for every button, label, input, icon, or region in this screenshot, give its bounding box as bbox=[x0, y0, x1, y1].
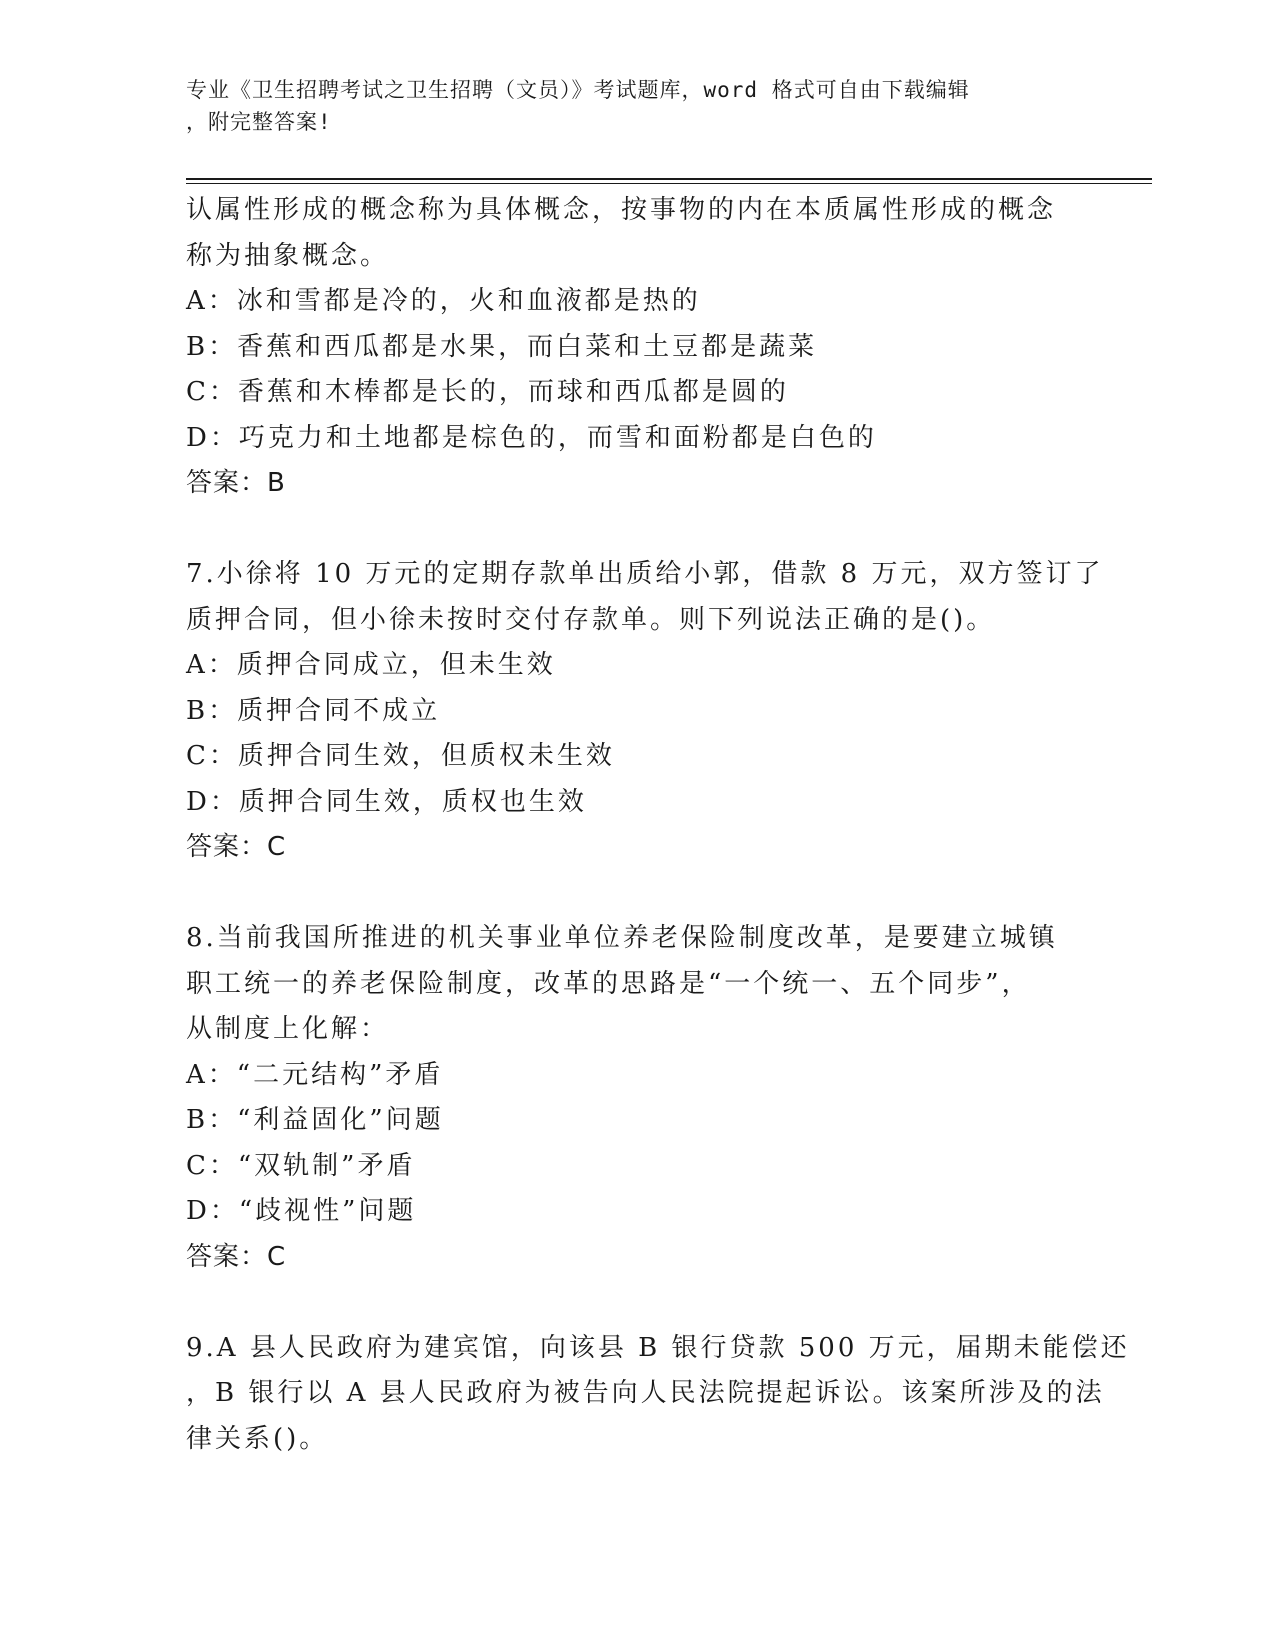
header-rule-thick bbox=[186, 178, 1152, 180]
question-text-line: ，B 银行以 A 县人民政府为被告向人民法院提起诉讼。该案所涉及的法 bbox=[186, 1378, 1105, 1408]
option-b: B：香蕉和西瓜都是水果，而白菜和土豆都是蔬菜 bbox=[186, 331, 818, 362]
answer-line: 答案：B bbox=[186, 468, 286, 498]
question-text-line: 8.当前我国所推进的机关事业单位养老保险制度改革，是要建立城镇 bbox=[186, 923, 1058, 953]
header-line-2: ，附完整答案! bbox=[186, 110, 332, 134]
option-c: C：“双轨制”矛盾 bbox=[186, 1150, 416, 1181]
question-text-line: 9.A 县人民政府为建宾馆，向该县 B 银行贷款 500 万元，届期未能偿还 bbox=[186, 1332, 1130, 1363]
option-a: A：质押合同成立，但未生效 bbox=[186, 650, 556, 680]
question-text-line: 职工统一的养老保险制度，改革的思路是“一个统一、五个同步”， bbox=[186, 968, 1031, 999]
header-rule-thin bbox=[186, 183, 1152, 184]
spacer bbox=[186, 871, 1126, 917]
question-text-line: 质押合同，但小徐未按时交付存款单。则下列说法正确的是()。 bbox=[186, 604, 996, 635]
answer-line: 答案：C bbox=[186, 832, 287, 862]
spacer bbox=[186, 1280, 1126, 1326]
question-text-line: 称为抽象概念。 bbox=[186, 240, 390, 271]
question-fragment bbox=[186, 188, 1126, 507]
option-d: D：巧克力和土地都是棕色的，而雪和面粉都是白色的 bbox=[186, 422, 877, 453]
spacer bbox=[186, 507, 1126, 553]
question-text-line: 7.小徐将 10 万元的定期存款单出质给小郭，借款 8 万元，双方签订了 bbox=[186, 559, 1104, 589]
option-c: C：质押合同生效，但质权未生效 bbox=[186, 741, 615, 771]
document-header bbox=[186, 74, 1086, 138]
question-text-line: 认属性形成的概念称为具体概念，按事物的内在本质属性形成的概念 bbox=[186, 195, 1057, 225]
question-text-line: 律关系()。 bbox=[186, 1423, 329, 1454]
option-a: A：“二元结构”矛盾 bbox=[186, 1059, 444, 1090]
option-a: A：冰和雪都是冷的，火和血液都是热的 bbox=[186, 286, 701, 316]
option-d: D：“歧视性”问题 bbox=[186, 1196, 417, 1226]
option-d: D：质押合同生效，质权也生效 bbox=[186, 786, 587, 817]
question-9 bbox=[186, 1326, 1130, 1463]
question-7 bbox=[186, 552, 1126, 871]
option-b: B：质押合同不成立 bbox=[186, 695, 441, 726]
question-list bbox=[186, 188, 1130, 1462]
option-c: C：香蕉和木棒都是长的，而球和西瓜都是圆的 bbox=[186, 377, 789, 407]
question-8 bbox=[186, 916, 1126, 1280]
header-line-1: 专业《卫生招聘考试之卫生招聘（文员）》考试题库，word 格式可自由下载编辑 bbox=[186, 78, 970, 102]
answer-line: 答案：C bbox=[186, 1241, 287, 1272]
question-text-line: 从制度上化解： bbox=[186, 1014, 390, 1044]
option-b: B：“利益固化”问题 bbox=[186, 1105, 444, 1135]
